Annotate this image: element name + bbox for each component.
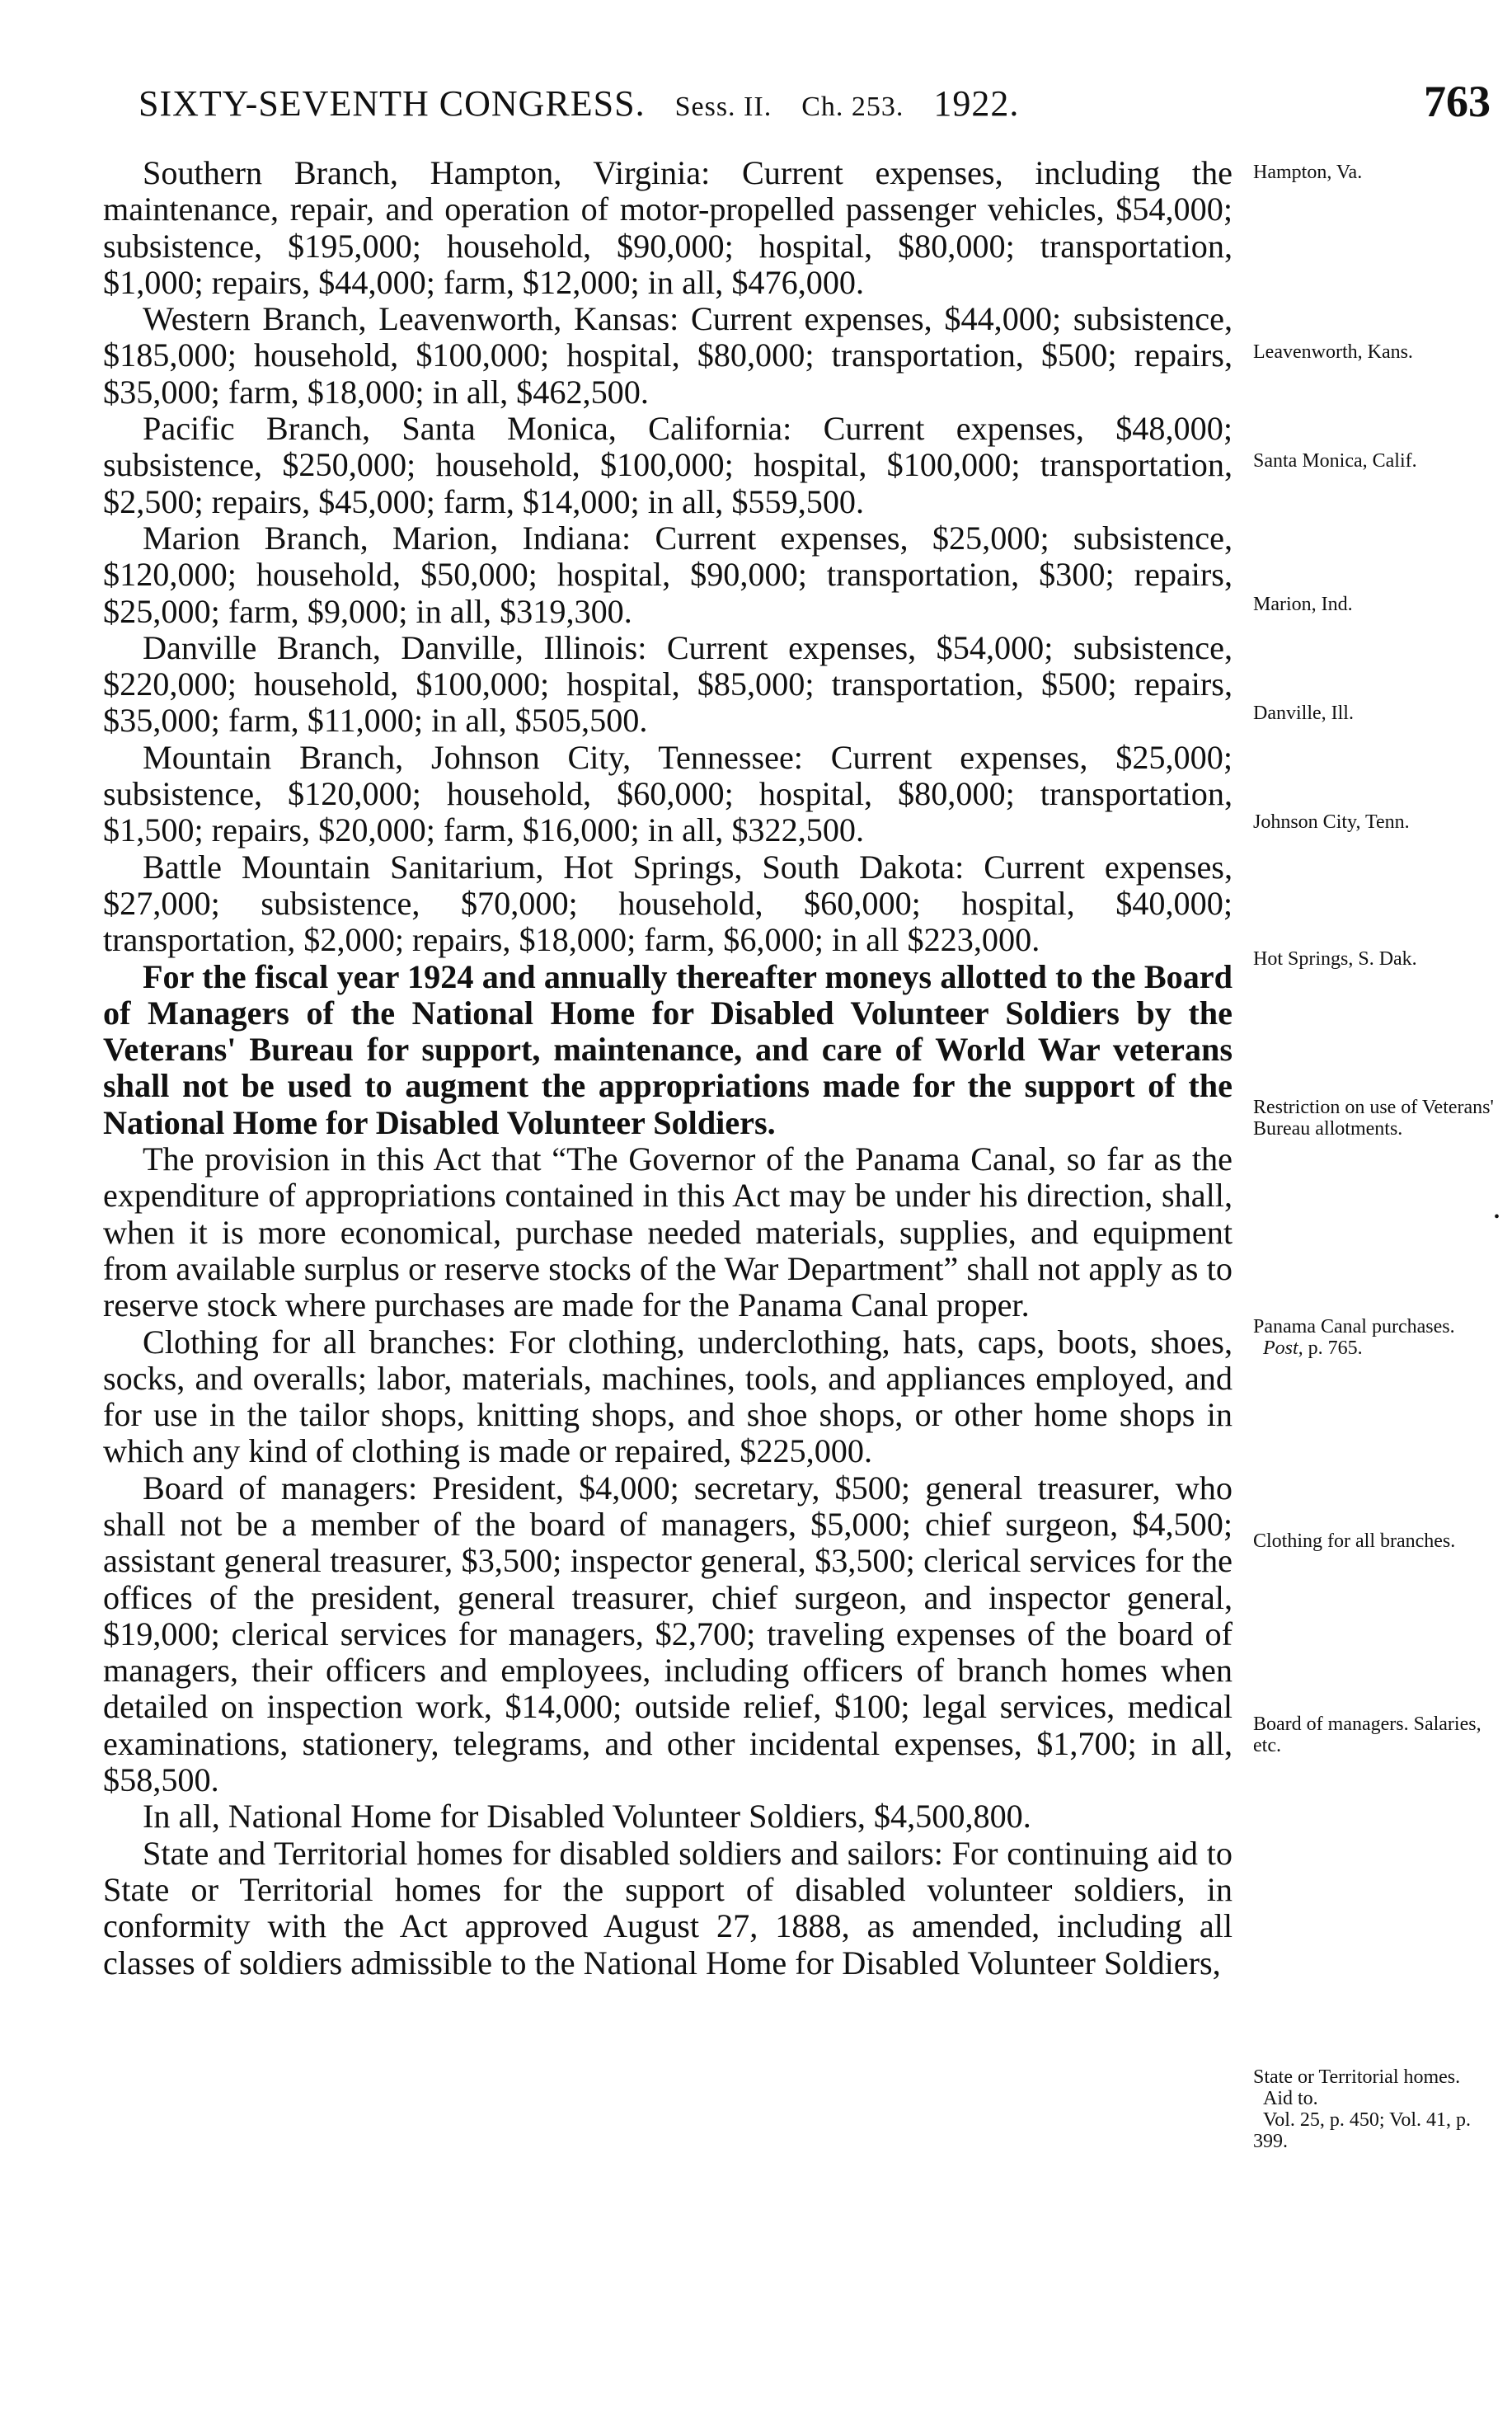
- panama-note-label: Panama Canal purchases.: [1253, 1316, 1455, 1337]
- paragraph-panama-canal: The provision in this Act that “The Governor of the Panama Canal, so far as the expenditure of appropriations contained in this Act may be under his direction, shall, when it is more economical, purchase needed materials, supplies, and equipment from available surplus or reserve stocks of the War Department” shall not apply as to reserve stock where purchases are made for the Panama Canal proper.: [103, 1140, 1233, 1324]
- paragraph-battle-mountain: Battle Mountain Sanitarium, Hot Springs, South Dakota: Current expenses, $27,000; subsistence, $70,000; household, $60,000; hospital, $40,000; transportation, $2,000; repairs, $18,000; farm, $6,000; in all $223,000.: [103, 848, 1233, 959]
- print-speck: •: [1494, 1208, 1500, 1226]
- margin-note-hampton: Hampton, Va.: [1253, 162, 1363, 183]
- margin-note-hot-springs: Hot Springs, S. Dak.: [1253, 948, 1417, 970]
- paragraph-southern-branch: Southern Branch, Hampton, Virginia: Current expenses, including the maintenance, repair, and operation of motor-propelled passenger vehicles, $54,000; subsistence, $195,000; household, $90,000; hospital, $80,000; transportation, $1,000; repairs, $44,000; farm, $12,000; in all, $476,000.: [103, 154, 1233, 301]
- body-text: [103, 155, 1233, 1981]
- chapter-label: Ch. 253.: [801, 92, 904, 122]
- year-label: 1922.: [933, 83, 1020, 124]
- panama-ref-page: p. 765.: [1308, 1337, 1363, 1359]
- page-number: 763: [1424, 77, 1491, 126]
- panama-note-reference: [1253, 1337, 1500, 1359]
- running-title: [139, 82, 1019, 125]
- margin-note-restriction: Restriction on use of Veterans' Bureau allotments.: [1253, 1097, 1494, 1140]
- margin-note-clothing: Clothing for all branches.: [1253, 1530, 1456, 1552]
- margin-note-panama: [1253, 1316, 1500, 1359]
- aid-to-label: Aid to.: [1263, 2088, 1318, 2109]
- paragraph-mountain-branch: Mountain Branch, Johnson City, Tennessee: Current expenses, $25,000; subsistence, $120,000; household, $60,000; hospital, $80,000; transportation, $1,500; repairs, $20,000; farm, $16,000; in all, $322,500.: [103, 738, 1233, 849]
- margin-note-santa-monica: Santa Monica, Calif.: [1253, 450, 1417, 472]
- paragraph-western-branch: Western Branch, Leavenworth, Kansas: Current expenses, $44,000; subsistence, $185,000; household, $100,000; hospital, $80,000; transportation, $500; repairs, $35,000; farm, $18,000; in all, $462,500.: [103, 300, 1233, 411]
- margin-note-board: Board of managers. Salaries, etc.: [1253, 1714, 1481, 1756]
- paragraph-marion-branch: Marion Branch, Marion, Indiana: Current expenses, $25,000; subsistence, $120,000; household, $50,000; hospital, $90,000; transportation, $300; repairs, $25,000; farm, $9,000; in all, $319,300.: [103, 519, 1233, 630]
- paragraph-board-of-managers: Board of managers: President, $4,000; secretary, $500; general treasurer, who shall not be a member of the board of managers, $5,000; chief surgeon, $4,500; assistant general treasurer, $3,500; inspector general, $3,500; clerical services for the offices of the president, general treasurer, chief surgeon, and inspector general, $19,000; clerical services for managers, $2,700; traveling expenses of the board of managers, their officers and employees, including officers of branch homes when detailed on inspection work, $14,000; outside relief, $100; legal services, medical examinations, stationery, telegrams, and other incidental expenses, $1,700; in all, $58,500.: [103, 1469, 1233, 1799]
- margin-note-state-homes: [1253, 2066, 1500, 2152]
- margin-note-johnson-city: Johnson City, Tenn.: [1253, 811, 1410, 833]
- paragraph-total: In all, National Home for Disabled Volunteer Soldiers, $4,500,800.: [143, 1798, 1031, 1836]
- paragraph-clothing: Clothing for all branches: For clothing, underclothing, hats, caps, boots, shoes, socks, and overalls; labor, materials, machines, tools, and appliances employed, and for use in the tailor shops, knitting shops, and shoe shops, or other home shops in which any kind of clothing is made or repaired, $225,000.: [103, 1323, 1233, 1470]
- paragraph-restriction: For the fiscal year 1924 and annually thereafter moneys allotted to the Board of Managers of the National Home for Disabled Volunteer Soldiers by the Veterans' Bureau for support, maintenance, and care of World War veterans shall not be used to augment the appropriations made for the support of the National Home for Disabled Volunteer Soldiers.: [103, 957, 1233, 1141]
- state-homes-label: State or Territorial homes.: [1253, 2066, 1461, 2088]
- paragraph-danville-branch: Danville Branch, Danville, Illinois: Current expenses, $54,000; subsistence, $220,000; household, $100,000; hospital, $85,000; transportation, $500; repairs, $35,000; farm, $11,000; in all, $505,500.: [103, 628, 1233, 740]
- session-label: Sess. II.: [674, 92, 772, 122]
- congress-title: SIXTY-SEVENTH CONGRESS.: [139, 83, 646, 124]
- paragraph-pacific-branch: Pacific Branch, Santa Monica, California: Current expenses, $48,000; subsistence, $250,000; household, $100,000; hospital, $100,000; transportation, $2,500; repairs, $45,000; farm, $14,000; in all, $559,500.: [103, 410, 1233, 520]
- aid-references: Vol. 25, p. 450; Vol. 41, p. 399.: [1253, 2109, 1472, 2152]
- margin-note-leavenworth: Leavenworth, Kans.: [1253, 341, 1413, 363]
- paragraph-state-homes: State and Territorial homes for disabled soldiers and sailors: For continuing aid to State or Territorial homes for the support of disabled volunteer soldiers, in conformity with the Act approved August 27, 1888, as amended, including all classes of soldiers admissible to the National Home for Disabled Volunteer Soldiers,: [103, 1834, 1233, 1981]
- margin-note-danville: Danville, Ill.: [1253, 703, 1354, 724]
- panama-ref-italic: Post,: [1263, 1337, 1303, 1359]
- running-header: [139, 76, 1491, 134]
- margin-note-marion: Marion, Ind.: [1253, 594, 1353, 615]
